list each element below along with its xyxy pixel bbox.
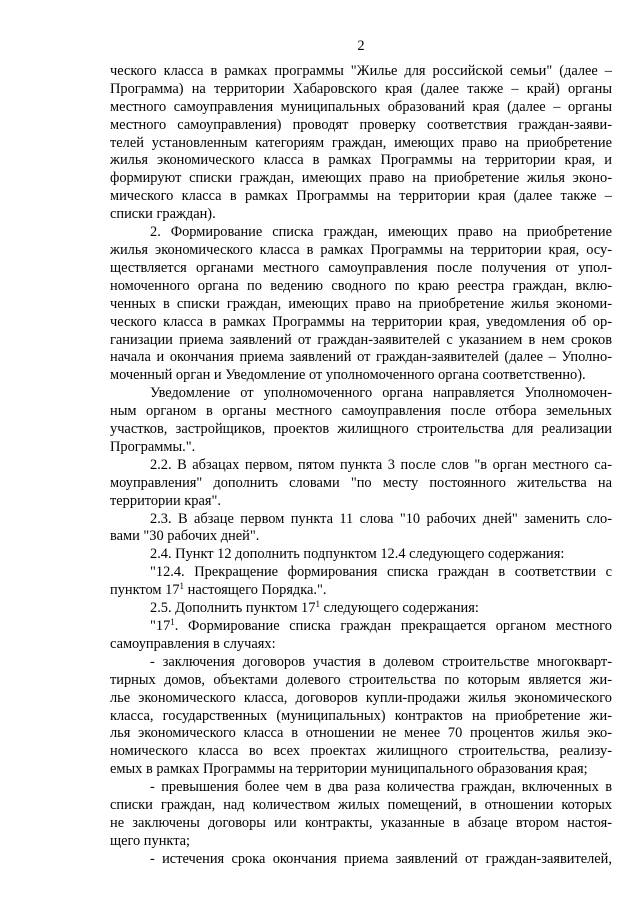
text-line: 2.3. В абзаце первом пункта 11 слова "10 рабочих дней" заменить сло-	[150, 510, 612, 527]
text-line: вами "30 рабочих дней".	[110, 528, 260, 545]
paragraph-case-excess	[110, 779, 612, 851]
text-line: списки граждан, над количеством жилых помещений, в отношении которых	[110, 797, 612, 814]
text-line: местного самоуправления) проводят проверку соответствия граждан-заяви-	[110, 116, 612, 133]
text-run: пунктом 17	[110, 582, 180, 599]
text-line: 2.2. В абзацах первом, пятом пункта 3 после слов "в орган местного са-	[150, 456, 612, 473]
text-line: участков, застройщиков, проектов жилищного строительства для реализации	[110, 421, 612, 438]
paragraph-item-2-3	[110, 511, 612, 547]
superscript: 1	[179, 581, 185, 592]
text-line: - превышения более чем в два раза количества граждан, включенных в	[150, 779, 612, 796]
page-number: 2	[357, 38, 365, 54]
text-line: моуправления" дополнить словами "по месту постоянного жительства на	[110, 474, 612, 491]
text-line: Программа) на территории Хабаровского края (далее также – край) органы	[110, 80, 612, 97]
paragraph-notification	[110, 385, 612, 457]
text-line	[110, 618, 612, 636]
superscript: 1	[170, 617, 175, 627]
text-line: лье экономического класса, договоров купли-продажи жилья экономического	[110, 689, 612, 706]
text-line: класса, государственных (муниципальных) контрактов на приобретение жи-	[110, 707, 612, 724]
text-line: ческого класса в рамках программы "Жилье для российской семьи" (далее –	[110, 62, 612, 79]
text-line: ществляется органами местного самоуправления после получения от упол-	[110, 259, 612, 276]
text-line: - заключения договоров участия в долевом строительстве многокварт-	[150, 653, 612, 670]
text-line: номоченного органа по ведению сводного по краю реестра граждан, вклю-	[110, 277, 612, 294]
text-line: "12.4. Прекращение формирования списка граждан в соответствии с	[150, 564, 612, 581]
text-line: формируют списки граждан, имеющих право на приобретение жилья эконо-	[110, 170, 612, 187]
text-line: жилья экономического класса в рамках Программы на территории края, и	[110, 152, 612, 169]
text-line: моченный орган и Уведомление от уполномоченного органа соответственно).	[110, 367, 586, 384]
text-line: емых в рамках Программы на территории муниципального образования края;	[110, 761, 588, 778]
text-line: лья экономического класса в отношении не менее 70 процентов жилья эко-	[110, 725, 612, 742]
text-run: 2.5. Дополнить пунктом 17	[150, 600, 316, 617]
text-line: Программы.".	[110, 438, 196, 455]
text-line: жилья экономического класса в рамках Программы на территории края, осу-	[110, 241, 612, 258]
text-line: ганизации приема заявлений от граждан-заявителей с указанием в нем сроков	[110, 331, 612, 348]
text-line: номического класса во всех проектах жилищного строительства, реализу-	[110, 743, 612, 760]
text-line: не заключены договоры или контракты, указанные в абзаце втором настоя-	[110, 814, 612, 831]
text-line: списки граждан).	[110, 206, 216, 223]
text-line: ческого класса в рамках Программы на территории края, уведомления об ор-	[110, 313, 612, 330]
text-line: 2. Формирование списка граждан, имеющих право на приобретение	[150, 224, 612, 241]
text-line: щего пункта;	[110, 832, 191, 849]
text-line: ченных в списки граждан, имеющих право на приобретение жилья экономи-	[110, 295, 612, 312]
text-line	[110, 600, 612, 618]
paragraph-case-expiry	[110, 851, 612, 869]
paragraph-item-17-1	[110, 618, 612, 654]
paragraph-item-12-4	[110, 564, 612, 600]
text-line: территории края".	[110, 492, 221, 509]
text-line: 2.4. Пункт 12 дополнить подпунктом 12.4 следующего содержания:	[150, 546, 565, 563]
text-line: самоуправления в случаях:	[110, 635, 276, 652]
paragraph-intro	[110, 63, 612, 224]
text-line: ным органом в органы местного самоуправления после отбора земельных	[110, 403, 612, 420]
text-line: мического класса в рамках Программы на территории края (далее также –	[110, 188, 612, 205]
text-line: начала и окончания приема заявлений от граждан-заявителей (далее – Уполно-	[110, 349, 612, 366]
text-line: тирных домов, объектами долевого строительства по которым является жи-	[110, 671, 612, 688]
text-line: - истечения срока окончания приема заявлений от граждан-заявителей,	[150, 850, 612, 867]
text-line	[110, 582, 612, 600]
paragraph-case-contracts	[110, 654, 612, 779]
paragraph-item-2-5	[110, 600, 612, 618]
text-run: настоящего Порядка.".	[184, 582, 327, 599]
text-run: следующего содержания:	[319, 600, 479, 617]
text-run: . Формирование списка граждан прекращается органом местного	[174, 618, 612, 634]
text-line: Уведомление от уполномоченного органа направляется Уполномочен-	[150, 385, 612, 402]
text-line: телей установленным категориям граждан, имеющих право на приобретение	[110, 134, 612, 151]
text-line: местного самоуправления муниципальных образований края (далее – органы	[110, 98, 612, 115]
paragraph-item-2	[110, 224, 612, 385]
paragraph-item-2-4	[110, 546, 612, 564]
superscript: 1	[315, 599, 320, 610]
paragraph-item-2-2	[110, 457, 612, 511]
text-run: "17	[150, 618, 171, 634]
